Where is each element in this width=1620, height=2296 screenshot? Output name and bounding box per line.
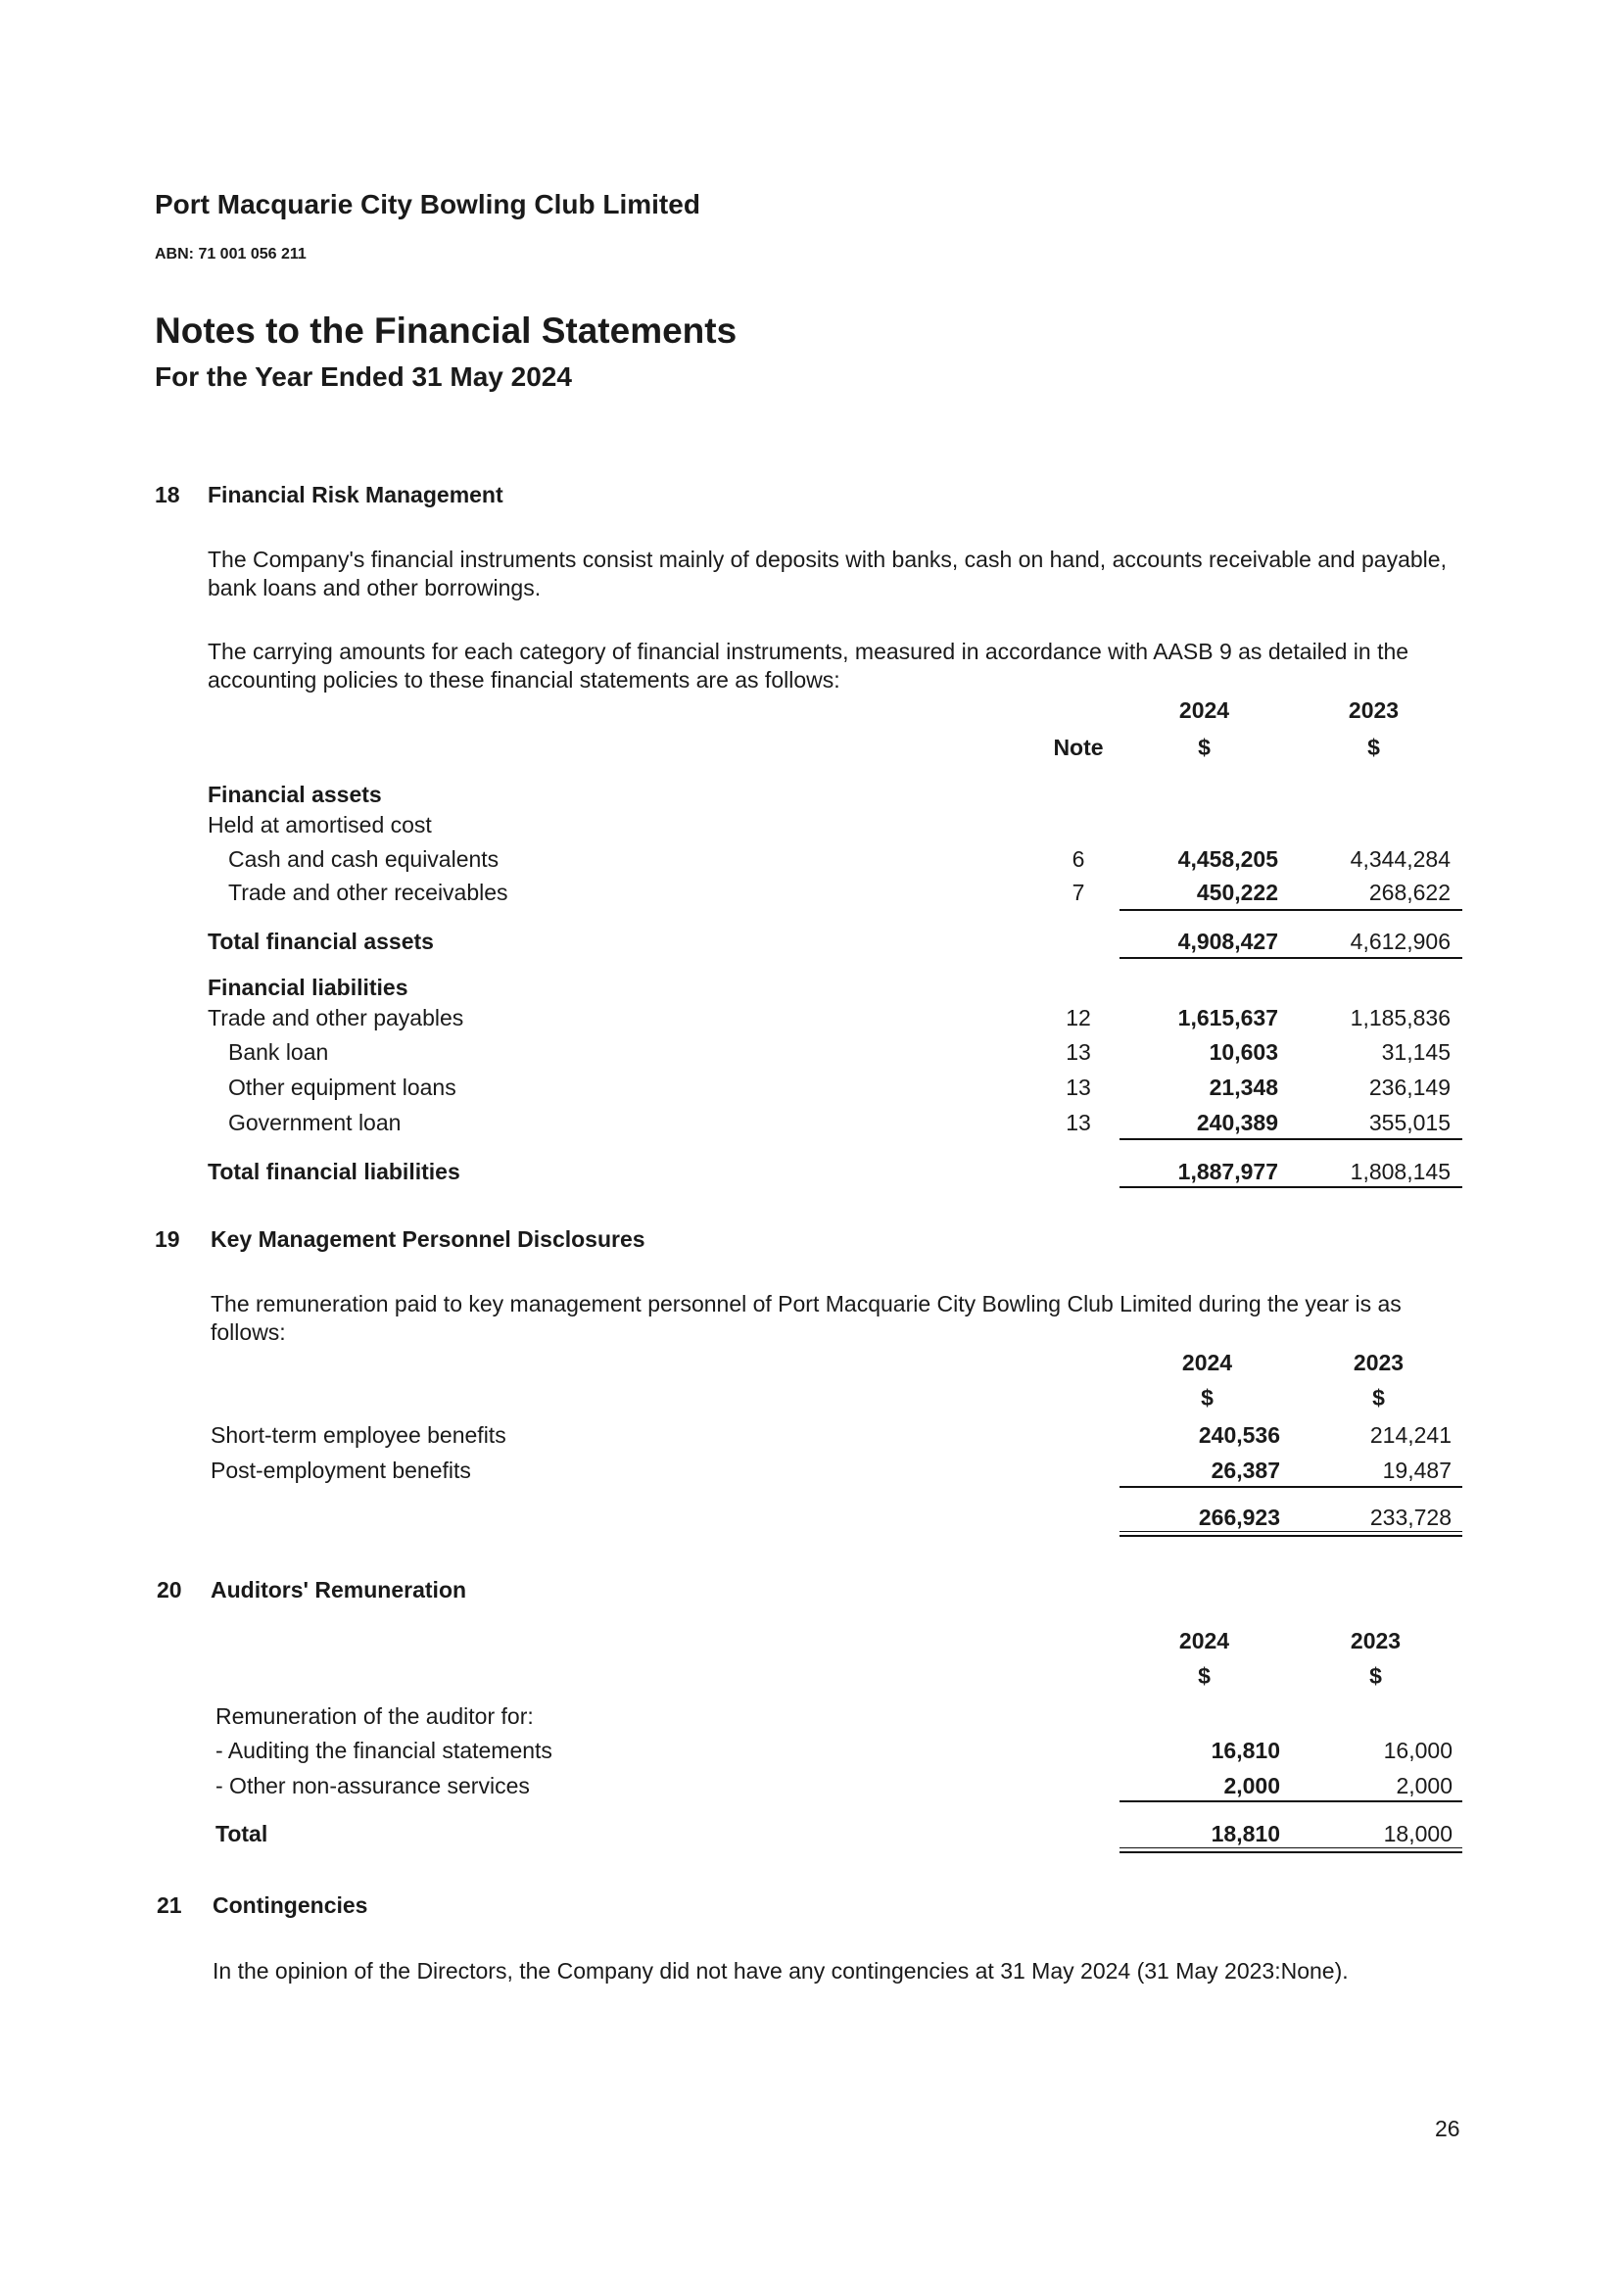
note-20-title: Auditors' Remuneration — [211, 1577, 467, 1602]
note-19-title: Key Management Personnel Disclosures — [211, 1226, 645, 1252]
row-label: - Other non-assurance services — [215, 1773, 530, 1798]
row-value-2024: 16,810 — [1211, 1738, 1280, 1763]
page-number: 26 — [1435, 2116, 1460, 2141]
row-label: - Auditing the financial statements — [215, 1738, 552, 1763]
row-note-ref: 13 — [1066, 1039, 1091, 1065]
row-value-2023: 355,015 — [1368, 1110, 1451, 1135]
note-18-col-2023: 2023 — [1348, 697, 1400, 723]
row-label: Post-employment benefits — [211, 1458, 471, 1483]
row-value-2023: 2,000 — [1396, 1773, 1453, 1798]
row-note-ref: 13 — [1066, 1075, 1091, 1100]
row-value-2023: 268,622 — [1368, 880, 1451, 905]
row-note-ref: 7 — [1072, 880, 1085, 905]
row-value-2023: 31,145 — [1381, 1039, 1451, 1065]
note-18-currency-2023: $ — [1367, 735, 1380, 760]
note-18-currency-2024: $ — [1198, 735, 1211, 760]
note-18-title: Financial Risk Management — [208, 482, 503, 507]
note-19-col-2024: 2024 — [1181, 1350, 1233, 1375]
row-note-ref: 12 — [1066, 1005, 1091, 1030]
row-label: Financial liabilities — [208, 975, 408, 1000]
row-note-ref: 13 — [1066, 1110, 1091, 1135]
row-value-2023: 4,344,284 — [1350, 846, 1451, 872]
page-subtitle: For the Year Ended 31 May 2024 — [155, 361, 572, 392]
row-label: Total financial assets — [208, 929, 434, 954]
note-18-paragraph-1: The Company's financial instruments consist mainly of deposits with banks, cash on hand, accounts receivable and payable, bank loans and other borrowings. — [208, 547, 1447, 600]
row-label: Held at amortised cost — [208, 812, 432, 837]
row-label: Cash and cash equivalents — [228, 846, 500, 872]
row-value-2024: 266,923 — [1198, 1505, 1280, 1530]
note-19-currency-2023: $ — [1372, 1385, 1385, 1411]
note-18-number: 18 — [155, 482, 180, 507]
row-value-2024: 1,887,977 — [1177, 1159, 1278, 1184]
double-total-rule — [1120, 1531, 1462, 1532]
note-19-currency-2024: $ — [1201, 1385, 1214, 1411]
row-note-ref: 6 — [1072, 846, 1085, 872]
note-19-paragraph: The remuneration paid to key management personnel of Port Macquarie City Bowling Club Limited during the year is as follows: — [211, 1291, 1402, 1345]
subtotal-rule — [1120, 1800, 1462, 1802]
note-20-col-2024: 2024 — [1178, 1628, 1230, 1653]
note-21-paragraph: In the opinion of the Directors, the Company did not have any contingencies at 31 May 2024 (31 May 2023:None). — [213, 1958, 1349, 1984]
row-label: Government loan — [228, 1110, 402, 1135]
row-value-2024: 10,603 — [1209, 1039, 1278, 1065]
row-value-2024: 2,000 — [1223, 1773, 1280, 1798]
row-value-2024: 18,810 — [1211, 1821, 1280, 1846]
row-label: Remuneration of the auditor for: — [215, 1703, 534, 1729]
row-label: Short-term employee benefits — [211, 1422, 506, 1448]
row-value-2024: 4,908,427 — [1177, 929, 1278, 954]
row-value-2023: 4,612,906 — [1350, 929, 1451, 954]
double-total-rule — [1120, 1847, 1462, 1848]
row-value-2024: 240,389 — [1196, 1110, 1278, 1135]
row-label: Total financial liabilities — [208, 1159, 460, 1184]
row-value-2023: 233,728 — [1369, 1505, 1452, 1530]
total-rule — [1120, 1186, 1462, 1188]
row-value-2024: 1,615,637 — [1177, 1005, 1278, 1030]
row-value-2023: 1,185,836 — [1350, 1005, 1451, 1030]
row-label: Bank loan — [228, 1039, 329, 1065]
row-value-2024: 240,536 — [1198, 1422, 1280, 1448]
subtotal-rule — [1120, 1486, 1462, 1488]
row-label: Other equipment loans — [228, 1075, 456, 1100]
page-title: Notes to the Financial Statements — [155, 311, 738, 351]
row-value-2023: 214,241 — [1369, 1422, 1452, 1448]
row-value-2024: 21,348 — [1209, 1075, 1278, 1100]
note-20-col-2023: 2023 — [1350, 1628, 1402, 1653]
row-value-2024: 4,458,205 — [1177, 846, 1278, 872]
row-label: Trade and other receivables — [228, 880, 508, 905]
row-label: Financial assets — [208, 782, 382, 807]
subtotal-rule — [1120, 909, 1462, 911]
row-value-2023: 16,000 — [1383, 1738, 1453, 1763]
note-21-number: 21 — [157, 1892, 182, 1918]
row-label: Trade and other payables — [208, 1005, 464, 1030]
row-value-2024: 26,387 — [1211, 1458, 1280, 1483]
row-value-2024: 450,222 — [1196, 880, 1278, 905]
row-label: Total — [215, 1821, 268, 1846]
note-18-col-2024: 2024 — [1178, 697, 1230, 723]
company-name: Port Macquarie City Bowling Club Limited — [155, 189, 700, 219]
note-19-col-2023: 2023 — [1353, 1350, 1405, 1375]
row-value-2023: 1,808,145 — [1350, 1159, 1451, 1184]
note-19-number: 19 — [155, 1226, 180, 1252]
abn: ABN: 71 001 056 211 — [155, 246, 307, 263]
total-rule — [1120, 957, 1462, 959]
note-20-number: 20 — [157, 1577, 182, 1602]
note-18-paragraph-2: The carrying amounts for each category of financial instruments, measured in accordance with AASB 9 as detailed in the accounting policies to these financial statements are as follows: — [208, 639, 1409, 693]
note-18-col-note: Note — [1053, 735, 1104, 760]
note-21-title: Contingencies — [213, 1892, 368, 1918]
note-20-currency-2024: $ — [1198, 1663, 1211, 1689]
subtotal-rule — [1120, 1138, 1462, 1140]
row-value-2023: 236,149 — [1368, 1075, 1451, 1100]
note-20-currency-2023: $ — [1369, 1663, 1382, 1689]
row-value-2023: 18,000 — [1383, 1821, 1453, 1846]
row-value-2023: 19,487 — [1382, 1458, 1452, 1483]
